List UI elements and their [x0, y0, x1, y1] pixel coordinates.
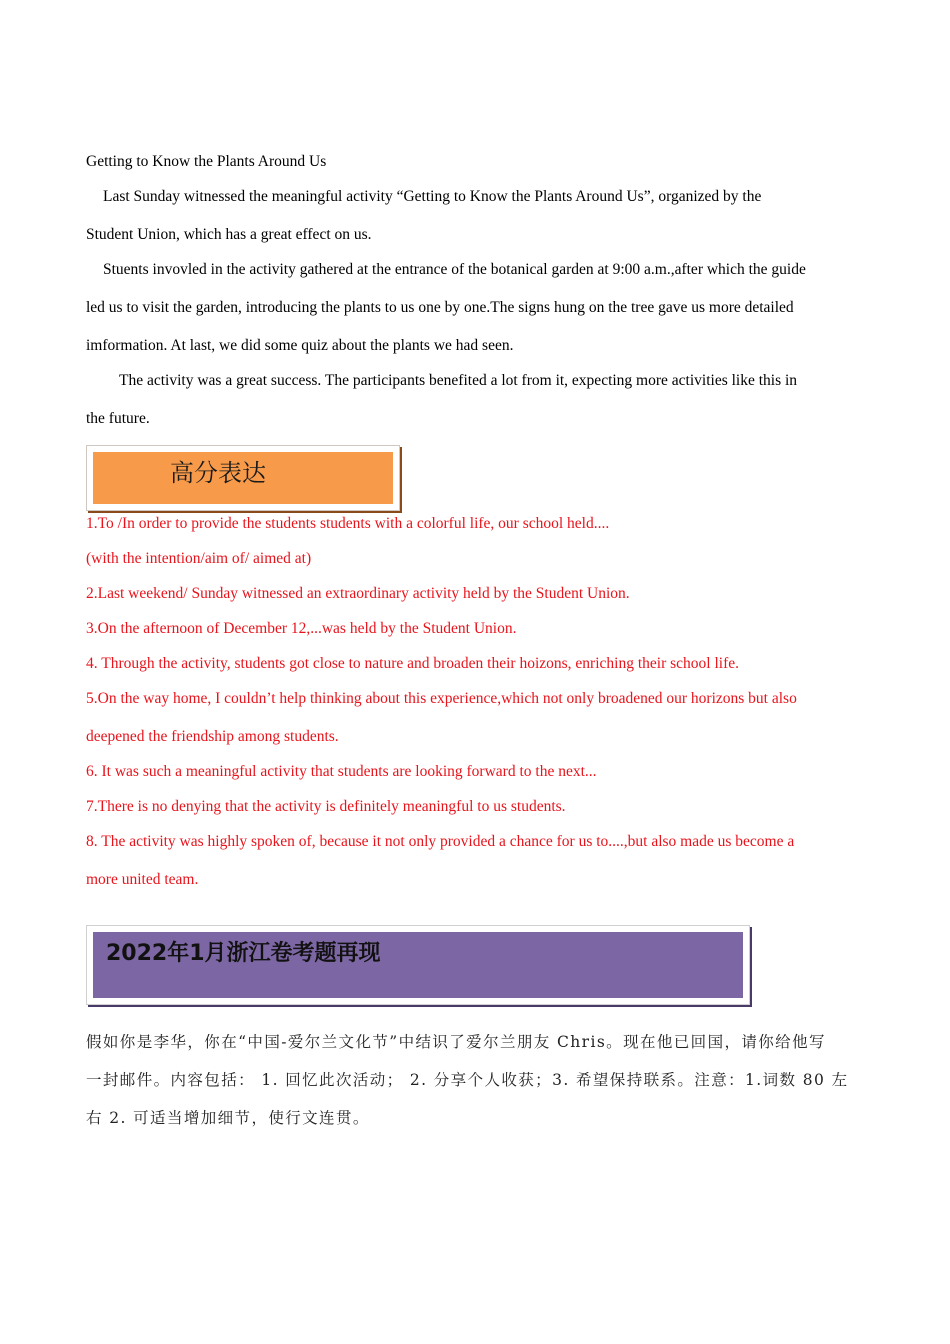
high-score-heading: 高分表达 [170, 459, 266, 487]
prompt-line: 假如你是李华，你在“中国-爱尔兰文化节”中结识了爱尔兰朋友 Chris。现在他已回国，请你给他写 [86, 1033, 826, 1051]
essay-line: Stuents invovled in the activity gathered at the entrance of the botanical garden at 9:00 a.m.,after which the guide [103, 261, 806, 278]
expression-line: 5.On the way home, I couldn’t help thinking about this experience,which not only broadened our horizons but also [86, 690, 797, 707]
essay-line: the future. [86, 410, 150, 427]
expression-line: 8. The activity was highly spoken of, because it not only provided a chance for us to....,but also made us become a [86, 833, 795, 850]
expression-line: (with the intention/aim of/ aimed at) [86, 550, 312, 567]
essay-line: imformation. At last, we did some quiz about the plants we had seen. [86, 337, 514, 354]
expression-line: 1.To /In order to provide the students students with a colorful life, our school held.... [86, 515, 610, 532]
expression-line: 2.Last weekend/ Sunday witnessed an extraordinary activity held by the Student Union. [86, 585, 630, 602]
essay-line: led us to visit the garden, introducing the plants to us one by one.The signs hung on the tree gave us more detailed [86, 299, 794, 316]
exam-heading: 2022年1月浙江卷考题再现 [106, 941, 381, 966]
expression-line: more united team. [86, 871, 199, 888]
expression-line: 6. It was such a meaningful activity that students are looking forward to the next... [86, 763, 597, 780]
essay-line: Student Union, which has a great effect on us. [86, 226, 372, 243]
essay-title: Getting to Know the Plants Around Us [86, 153, 327, 170]
essay-line: The activity was a great success. The participants benefited a lot from it, expecting more activities like this in [119, 372, 798, 389]
expression-line: deepened the friendship among students. [86, 728, 339, 745]
expression-line: 7.There is no denying that the activity is definitely meaningful to us students. [86, 798, 566, 815]
prompt-line: 右 2. 可适当增加细节，使行文连贯。 [86, 1109, 370, 1127]
essay-line: Last Sunday witnessed the meaningful activity “Getting to Know the Plants Around Us”, organized by the [103, 188, 762, 205]
expression-line: 4. Through the activity, students got close to nature and broaden their hoizons, enriching their school life. [86, 655, 739, 672]
expression-line: 3.On the afternoon of December 12,...was held by the Student Union. [86, 620, 517, 637]
prompt-line: 一封邮件。内容包括： 1. 回忆此次活动； 2. 分享个人收获；3. 希望保持联系。注意：1.词数 80 左 [86, 1071, 849, 1089]
